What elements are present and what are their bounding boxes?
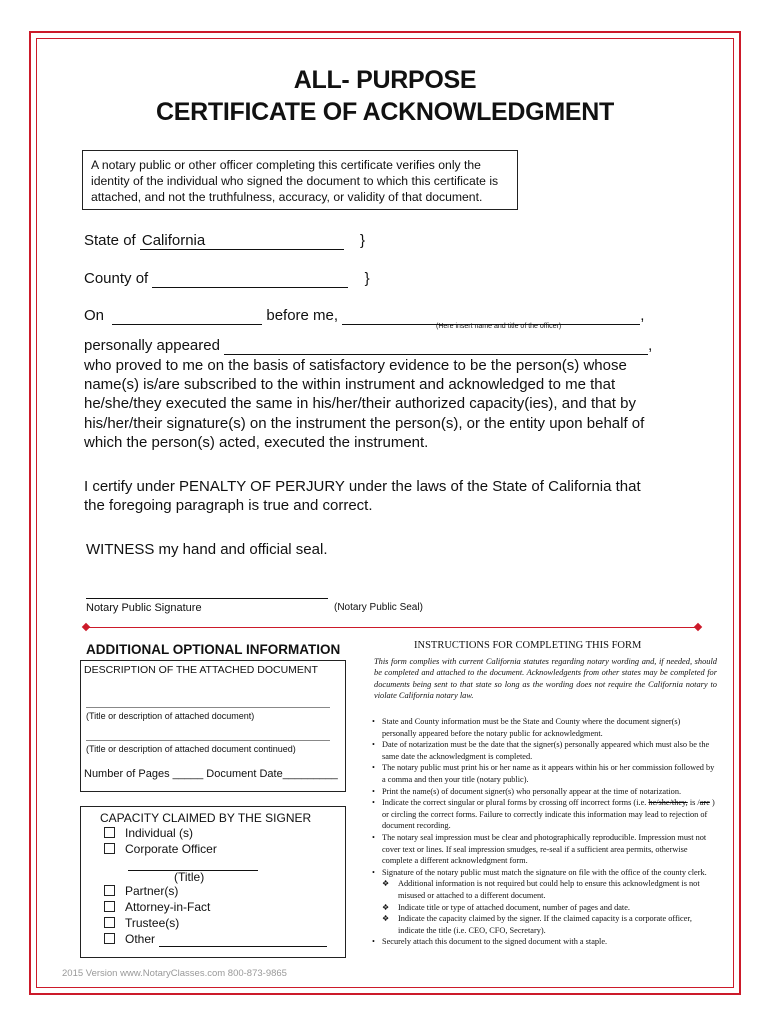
officer-comma: ,: [640, 307, 645, 324]
capacity-trustee[interactable]: [104, 916, 179, 930]
county-row: [84, 270, 370, 288]
title-desc-cont-line[interactable]: [86, 740, 330, 741]
section-separator: [86, 627, 698, 628]
checkbox-trustee[interactable]: [104, 917, 115, 928]
forms-strike-1: he/she/they,: [648, 798, 688, 808]
title-line-1: ALL- PURPOSE: [293, 66, 477, 94]
officer-note: (Here insert name and title of the officer): [436, 323, 562, 330]
forms-text-b: is /: [689, 798, 700, 808]
instruction-sub-item: ❖ Indicate the capacity claimed by the signer. If the claimed capacity is a corporate officer, indicate the title (i.e. CEO, CFO, Secretary).: [384, 913, 716, 936]
description-heading: DESCRIPTION OF THE ATTACHED DOCUMENT: [84, 664, 318, 676]
instruction-bullet: • Signature of the notary public must match the signature on file with the office of the county clerk.: [382, 867, 716, 879]
signer-row: [84, 337, 652, 355]
checkbox-attorney[interactable]: [104, 901, 115, 912]
instructions-heading: INSTRUCTIONS FOR COMPLETING THIS FORM: [414, 640, 642, 651]
capacity-heading: CAPACITY CLAIMED BY THE SIGNER: [100, 811, 312, 825]
date-field[interactable]: [112, 307, 262, 325]
instruction-bullet: • Securely attach this document to the signed document with a staple.: [382, 936, 716, 948]
county-field[interactable]: [152, 270, 348, 288]
individual-label: Individual (s): [125, 826, 194, 840]
signature-line[interactable]: [86, 598, 328, 599]
capacity-attorney[interactable]: [104, 900, 210, 914]
title-desc-line[interactable]: [86, 707, 330, 708]
title-line-2: CERTIFICATE OF ACKNOWLEDGMENT: [156, 98, 614, 126]
state-row: [84, 232, 365, 250]
corporate-label: Corporate Officer: [125, 842, 217, 856]
seal-label: (Notary Public Seal): [334, 602, 423, 613]
signer-comma: ,: [648, 337, 653, 354]
instruction-bullet: • The notary seal impression must be clear and photographically reproducible. Impression must not cover text or lines. If seal impression smudges, re-seal if a sufficient area permits, otherwise complete a different acknowledgment form.: [382, 832, 716, 867]
state-value: California: [141, 232, 206, 249]
witness-text: WITNESS my hand and official seal.: [86, 541, 328, 558]
title-desc-label: (Title or description of attached document): [86, 711, 255, 721]
forms-text-c: ) or circling the correct forms. Failure to correctly indicate this information may lead to rejection of document recording.: [382, 798, 715, 831]
signature-label: Notary Public Signature: [86, 602, 202, 614]
checkbox-individual[interactable]: [104, 827, 115, 838]
forms-strike-2: are: [699, 798, 710, 808]
attorney-label: Attorney-in-Fact: [125, 900, 211, 914]
capacity-other[interactable]: [104, 932, 327, 947]
pages-date-row: Number of Pages _____ Document Date_________: [84, 768, 338, 780]
county-brace: }: [364, 270, 370, 287]
title-desc-cont-label: (Title or description of attached document continued): [86, 744, 296, 754]
checkbox-other[interactable]: [104, 933, 115, 944]
instruction-bullet-forms: [382, 797, 716, 832]
capacity-corporate[interactable]: [104, 842, 217, 856]
trustee-label: Trustee(s): [125, 916, 180, 930]
signer-name-field[interactable]: [224, 337, 648, 355]
personally-appeared-label: personally appeared: [84, 337, 220, 354]
footer-version: 2015 Version www.NotaryClasses.com 800-873-9865: [62, 968, 287, 979]
instruction-sub-item: ❖ Additional information is not required but could help to ensure this acknowledgment is not misused or attached to a different document.: [384, 878, 716, 901]
notice-box: A notary public or other officer completing this certificate verifies only the identity of the individual who signed the document to which this certificate is attached, and not the truthfulness, accuracy, or validity of that document.: [82, 150, 518, 210]
on-label: On: [84, 307, 105, 324]
instruction-bullet: • Date of notarization must be the date that the signer(s) personally appeared which must also be the same date the acknowledgment is completed.: [382, 739, 716, 762]
partner-label: Partner(s): [125, 884, 179, 898]
instructions-intro: This form complies with current California statutes regarding notary wording and, if needed, should be completed and attached to the document. Acknowledgents from other states may be completed for documents being sent to that state so long as the wording does not require the California notary to violate California notary law.: [374, 657, 717, 701]
other-label: Other: [125, 932, 156, 946]
capacity-partner[interactable]: [104, 884, 178, 898]
other-field[interactable]: [159, 932, 327, 947]
instruction-sub-item: ❖ Indicate title or type of attached document, number of pages and date.: [384, 902, 716, 914]
checkbox-partner[interactable]: [104, 885, 115, 896]
county-label: County of: [84, 270, 149, 287]
instruction-bullet: • State and County information must be the State and County where the document signer(s) personally appeared before the notary public for acknowledgment.: [382, 716, 716, 739]
title-label: (Title): [174, 870, 205, 884]
checkbox-corporate[interactable]: [104, 843, 115, 854]
instruction-bullet: • Print the name(s) of document signer(s) who personally appear at the time of notarization.: [382, 786, 716, 798]
perjury-paragraph: I certify under PENALTY OF PERJURY under the laws of the State of California that the foregoing paragraph is true and correct.: [84, 478, 641, 515]
instructions-list: [368, 716, 716, 948]
main-paragraph: who proved to me on the basis of satisfactory evidence to be the person(s) whose name(s) is/are subscribed to the within instrument and acknowledged to me that he/she/they executed the same in his/her/their authorized capacity(ies), and that by his/her/their signature(s) on the instrument the person(s), or the entity upon behalf of which the person(s) acted, executed the instrument.: [84, 357, 645, 451]
forms-text-a: Indicate the correct singular or plural forms by crossing off incorrect forms (i.e.: [382, 798, 647, 808]
state-field[interactable]: [140, 232, 344, 250]
before-me-label: before me,: [266, 307, 339, 324]
instruction-bullet: • The notary public must print his or her name as it appears within his or her commission followed by a comma and then your title (notary public).: [382, 762, 716, 785]
capacity-individual[interactable]: [104, 826, 193, 840]
additional-heading: ADDITIONAL OPTIONAL INFORMATION: [86, 642, 341, 657]
state-brace: }: [360, 232, 366, 249]
state-label: State of: [84, 232, 136, 249]
